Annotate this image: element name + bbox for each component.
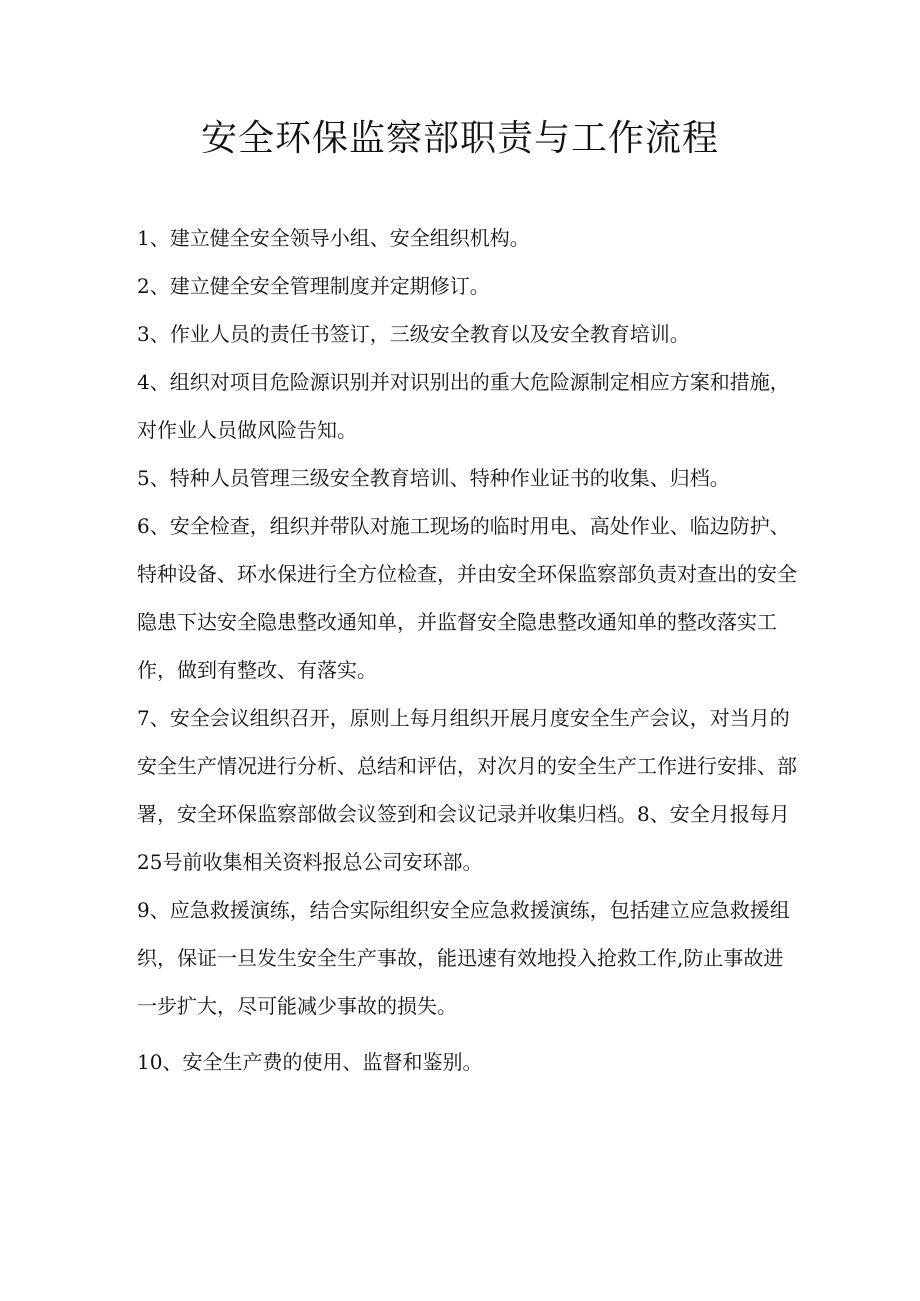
paragraph-1: 1、建立健全安全领导小组、安全组织机构。 bbox=[137, 226, 530, 250]
paragraph-9: 9、应急救援演练，结合实际组织安全应急救援演练，包括建立应急救援组织，保证一旦发生安全生产事故，能迅速有效地投入抢救工作,防止事故进一步扩大，尽可能减少事故的损失。 bbox=[137, 898, 790, 1018]
paragraph-6: 6、安全检查，组织并带队对施工现场的临时用电、高处作业、临边防护、特种设备、环水保进行全方位检查，并由安全环保监察部负责对查出的安全隐患下达安全隐患整改通知单，并监督安全隐患整改通知单的整改落实工作，做到有整改、有落实。 bbox=[137, 514, 797, 682]
paragraph-4: 4、组织对项目危险源识别并对识别出的重大危险源制定相应方案和措施，对作业人员做风险告知。 bbox=[137, 370, 790, 442]
paragraph-5: 5、特种人员管理三级安全教育培训、特种作业证书的收集、归档。 bbox=[137, 466, 730, 490]
paragraph-7: 7、安全会议组织召开，原则上每月组织开展月度安全生产会议，对当月的安全生产情况进行分析、总结和评估，对次月的安全生产工作进行安排、部署，安全环保监察部做会议签到和会议记录并收集归档。8、安全月报每月25号前收集相关资料报总公司安环部。 bbox=[137, 706, 797, 874]
document-title: 安全环保监察部职责与工作流程 bbox=[200, 118, 719, 159]
paragraph-10: 10、安全生产费的使用、监督和鉴别。 bbox=[137, 1050, 483, 1074]
document-body bbox=[137, 214, 801, 1086]
paragraph-3: 3、作业人员的责任书签订，三级安全教育以及安全教育培训。 bbox=[137, 322, 690, 346]
paragraph-2: 2、建立健全安全管理制度并定期修订。 bbox=[137, 274, 490, 298]
